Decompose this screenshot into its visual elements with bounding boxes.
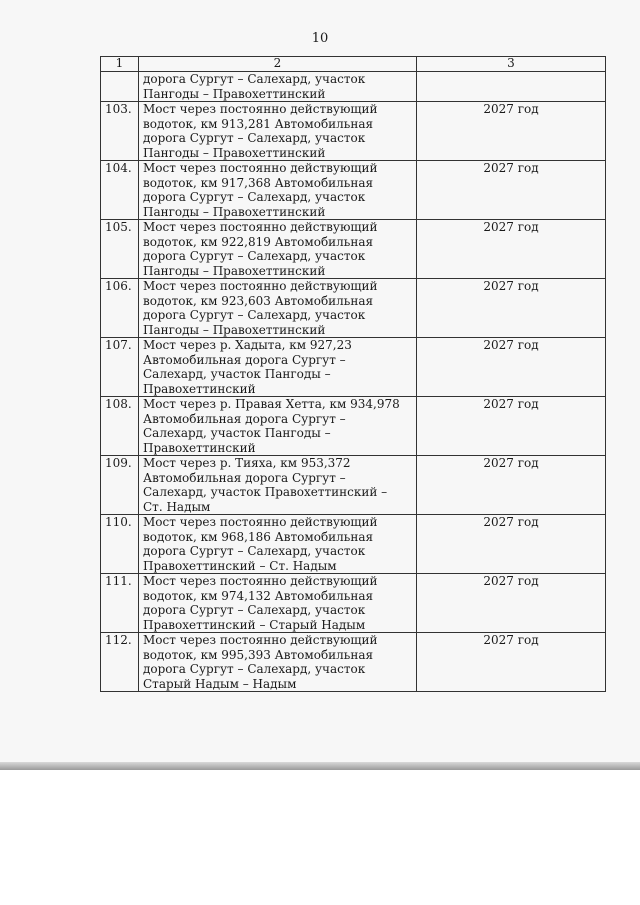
scan-bottom-edge <box>0 762 640 770</box>
table-header-row <box>101 57 606 72</box>
table-row <box>101 72 606 102</box>
row-description: Мост через постоянно действующий водоток, км 923,603 Автомобильная дорога Сургут – Салехард, участок Пангоды – Правохеттинский <box>139 279 417 338</box>
row-year: 2027 год <box>417 220 606 279</box>
row-number: 105. <box>101 220 139 279</box>
row-number: 106. <box>101 279 139 338</box>
table-row <box>101 102 606 161</box>
row-description: Мост через постоянно действующий водоток, км 913,281 Автомобильная дорога Сургут – Салехард, участок Пангоды – Правохеттинский <box>139 102 417 161</box>
table-row <box>101 515 606 574</box>
row-description: дорога Сургут – Салехард, участок Пангоды – Правохеттинский <box>139 72 417 102</box>
table-row <box>101 574 606 633</box>
table-row <box>101 397 606 456</box>
table-row <box>101 279 606 338</box>
row-number: 112. <box>101 633 139 692</box>
row-description: Мост через постоянно действующий водоток, км 922,819 Автомобильная дорога Сургут – Салехард, участок Пангоды – Правохеттинский <box>139 220 417 279</box>
column-header-2: 2 <box>139 57 417 72</box>
row-description: Мост через р. Правая Хетта, км 934,978 Автомобильная дорога Сургут – Салехард, участок Пангоды – Правохеттинский <box>139 397 417 456</box>
page-number: 10 <box>311 31 329 46</box>
table-row <box>101 220 606 279</box>
row-year: 2027 год <box>417 574 606 633</box>
row-description: Мост через р. Тияха, км 953,372 Автомобильная дорога Сургут – Салехард, участок Правохеттинский – Ст. Надым <box>139 456 417 515</box>
row-number <box>101 72 139 102</box>
column-header-1: 1 <box>101 57 139 72</box>
row-year: 2027 год <box>417 633 606 692</box>
row-year: 2027 год <box>417 279 606 338</box>
row-description: Мост через р. Хадыта, км 927,23 Автомобильная дорога Сургут – Салехард, участок Пангоды – Правохеттинский <box>139 338 417 397</box>
row-year: 2027 год <box>417 102 606 161</box>
column-header-3: 3 <box>417 57 606 72</box>
row-year: 2027 год <box>417 515 606 574</box>
row-description: Мост через постоянно действующий водоток, км 974,132 Автомобильная дорога Сургут – Салехард, участок Правохеттинский – Старый Надым <box>139 574 417 633</box>
row-year <box>417 72 606 102</box>
table-row <box>101 633 606 692</box>
bridges-table <box>100 56 606 692</box>
row-year: 2027 год <box>417 456 606 515</box>
row-year: 2027 год <box>417 161 606 220</box>
row-number: 109. <box>101 456 139 515</box>
row-year: 2027 год <box>417 338 606 397</box>
table-row <box>101 161 606 220</box>
row-description: Мост через постоянно действующий водоток, км 917,368 Автомобильная дорога Сургут – Салехард, участок Пангоды – Правохеттинский <box>139 161 417 220</box>
row-number: 110. <box>101 515 139 574</box>
row-description: Мост через постоянно действующий водоток, км 968,186 Автомобильная дорога Сургут – Салехард, участок Правохеттинский – Ст. Надым <box>139 515 417 574</box>
row-number: 108. <box>101 397 139 456</box>
table-row <box>101 338 606 397</box>
row-number: 104. <box>101 161 139 220</box>
row-number: 107. <box>101 338 139 397</box>
table-row <box>101 456 606 515</box>
row-description: Мост через постоянно действующий водоток, км 995,393 Автомобильная дорога Сургут – Салехард, участок Старый Надым – Надым <box>139 633 417 692</box>
row-number: 111. <box>101 574 139 633</box>
row-number: 103. <box>101 102 139 161</box>
row-year: 2027 год <box>417 397 606 456</box>
